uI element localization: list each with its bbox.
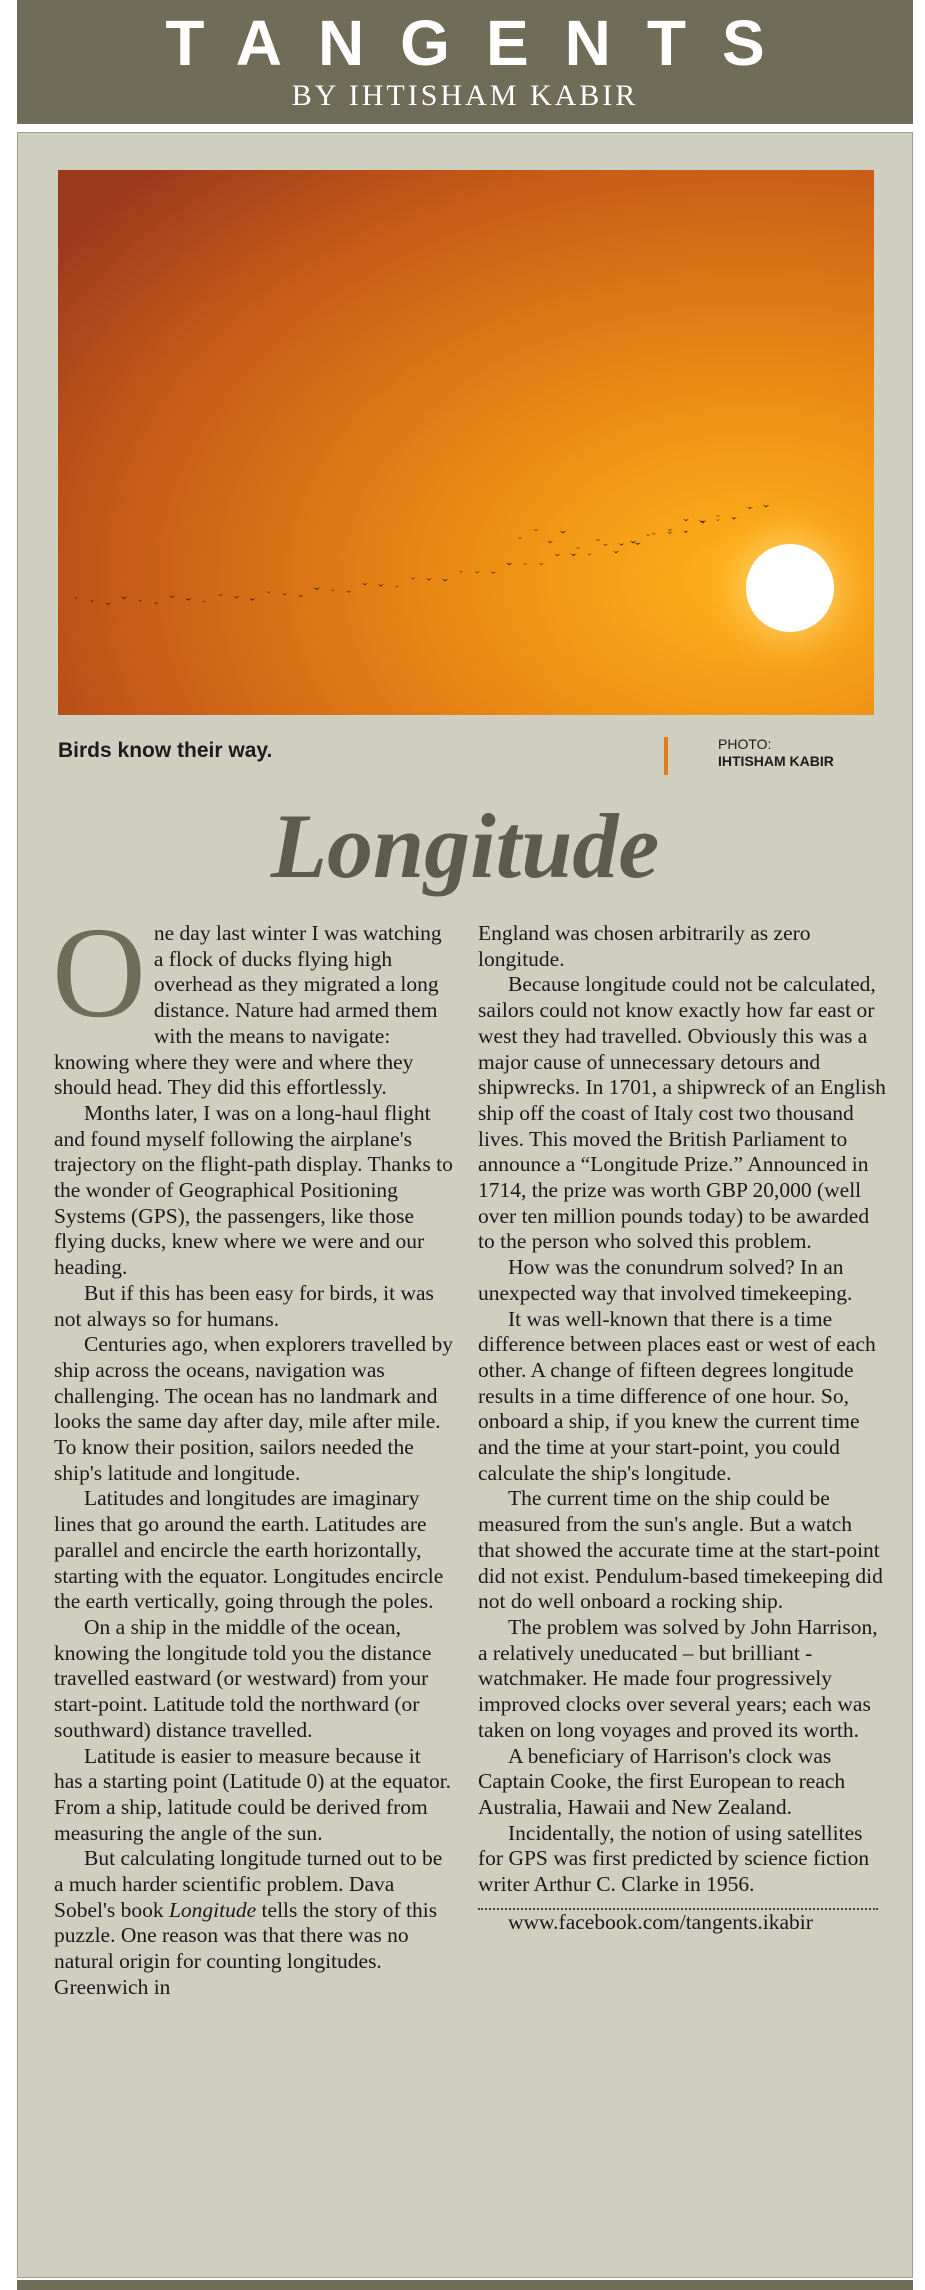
paragraph: The problem was solved by John Harrison, a relatively uneducated – but brilliant - watchmaker. He made four progressively improved clocks over several years; each was taken on long voyages and proved its worth. [478,1614,878,1742]
paragraph: Latitude is easier to measure because it has a starting point (Latitude 0) at the equator. From a ship, latitude could be derived from measuring the angle of the sun. [54,1743,452,1845]
paragraph: How was the conundrum solved? In an unexpected way that involved timekeeping. [478,1255,853,1305]
paragraph: It was well-known that there is a time difference between places east or west of each other. A change of fifteen degrees longitude results in a time difference of one hour. So, onboard a ship, if you knew the current time and the time at your start-point, you could calculate the ship's longitude. [478,1306,876,1485]
paragraph: Because longitude could not be calculated, sailors could not know exactly how far east or west they had travelled. Obviously this was a major cause of unnecessary detours and shipwrecks. In 1701, a shipwreck of an English ship off the coast of Italy cost two thousand lives. This moved the British Parliament to announce a “Longitude Prize.” Announced in 1714, the prize was worth GBP 20,000 (well over ten million pounds today) to be awarded to the person who solved this problem. [478,972,886,1254]
paragraph: But calculating longitude turned out to be a much harder scientific problem. Dava Sobel's book Longitude tells the story of this puzzle. One reason was that there was no natural origin for counting longitudes. Greenwich in [54,1846,443,1999]
credit-label: PHOTO: [718,736,772,752]
paragraph: A beneficiary of Harrison's clock was Captain Cooke, the first European to reach Australia, Hawaii and New Zealand. [478,1743,846,1819]
facebook-link[interactable]: www.facebook.com/tangents.ikabir [508,1909,813,1934]
paragraph: On a ship in the middle of the ocean, knowing the longitude told you the distance travelled eastward (or westward) from your start-point. Latitude told the northward (or southward) distance travelled. [54,1614,432,1742]
book-title: Longitude [168,1897,257,1922]
sunset-birds-photo [58,170,874,715]
photo-credit [718,736,834,770]
article-headline: Longitude [270,795,660,897]
paragraph: England was chosen arbitrarily as zero longitude. [478,921,811,971]
paragraph: But if this has been easy for birds, it was not always so for humans. [54,1280,434,1331]
paragraph: Incidentally, the notion of using satellites for GPS was first predicted by science fiction writer Arthur C. Clarke in 1956. [478,1820,870,1897]
paragraph: The current time on the ship could be measured from the sun's angle. But a watch that showed the accurate time at the start-point did not exist. Pendulum-based timekeeping did not do well onboard a rocking ship. [478,1486,883,1614]
sun [746,544,834,632]
credit-divider [664,737,668,775]
masthead-byline: BY IHTISHAM KABIR [291,79,639,112]
article-panel [17,132,913,2278]
paragraph: Centuries ago, when explorers travelled by ship across the oceans, navigation was challenging. The ocean has no landmark and looks the same day after day, mile after mile. To know their position, sailors needed the ship's latitude and longitude. [54,1332,453,1485]
masthead-title: TANGENTS [165,7,801,79]
paragraph: One day last winter I was watching a flock of ducks flying high overhead as they migrated a long distance. Nature had armed them with the means to navigate: knowing where they were and where they should head. They did this effortlessly. [52,901,442,1100]
right-column [478,921,888,1935]
drop-cap: O [52,901,146,1045]
photo-caption: Birds know their way. [58,739,273,762]
left-column [52,901,454,2001]
footer-bar [17,2280,913,2290]
paragraph: Months later, I was on a long-haul flight and found myself following the airplane's trajectory on the flight-path display. Thanks to the wonder of Geographical Positioning Systems (GPS), the passengers, like those flying ducks, knew where we were and our heading. [54,1100,453,1280]
credit-name: IHTISHAM KABIR [718,753,834,769]
paragraph: Latitudes and longitudes are imaginary lines that go around the earth. Latitudes are parallel and encircle the earth horizontally, starting with the equator. Longitudes encircle the earth vertically, going through the poles. [54,1486,444,1614]
masthead [17,0,913,124]
